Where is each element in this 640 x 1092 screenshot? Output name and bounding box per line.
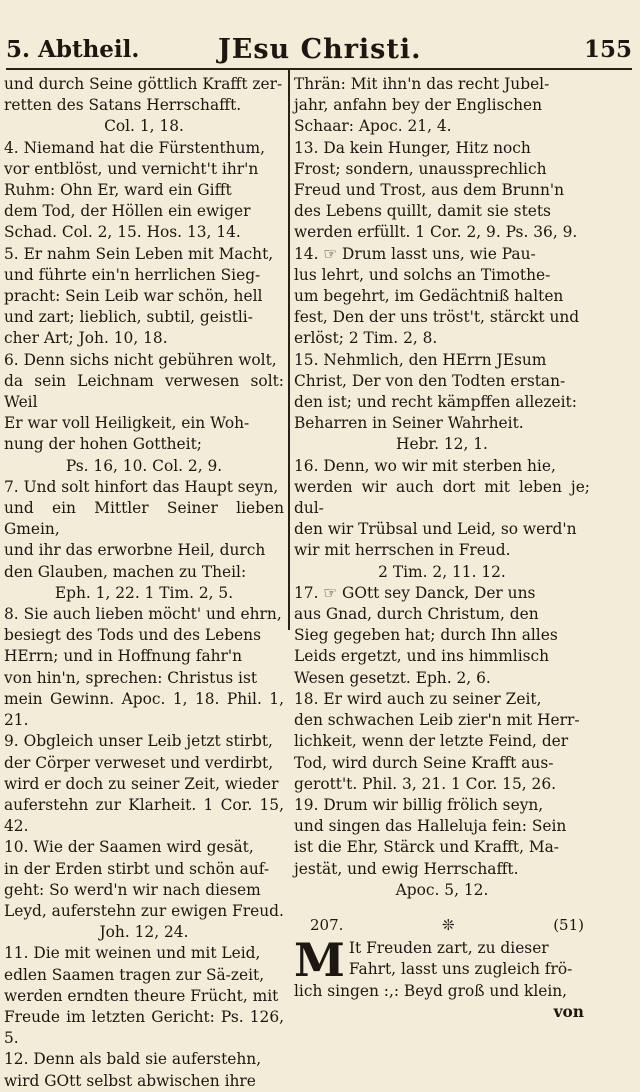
text-line: mein Gewinn. Apoc. 1, 18. Phil. 1, 21. [4,689,284,730]
text-line: und singen das Halleluja fein: Sein [294,817,567,836]
column-divider [288,70,290,630]
text-line: Thrän: Mit ihn'n das recht Jubel- [294,75,550,93]
text-line: 16. Denn, wo wir mit sterben hie, [294,456,556,475]
text-line: den Glauben, machen zu Theil: [4,562,247,581]
text-line: 12. Denn als bald sie auferstehn, [4,1050,262,1069]
text-line: Christ, Der von den Todten erstan- [294,371,566,390]
scripture-reference: Apoc. 5, 12. [395,880,489,899]
text-line: in der Erden stirbt und schön auf- [4,859,270,878]
scripture-reference: Ps. 16, 10. Col. 2, 9. [65,456,223,475]
page-number: 155 [583,36,632,63]
text-line: den ist; und recht kämpffen allezeit: [294,393,577,412]
text-line: 17. ☞ GOtt sey Danck, Der uns [294,583,536,602]
text-line: und durch Seine göttlich Krafft zer- [4,75,283,93]
text-line: 19. Drum wir billig frölich seyn, [294,795,544,814]
text-line: Freude im letzten Gericht: Ps. 126, 5. [4,1007,284,1048]
text-line: Beharren in Seiner Wahrheit. [294,414,524,433]
text-line: auferstehn zur Klarheit. 1 Cor. 15, 42. [4,795,284,836]
text-line: jestät, und ewig Herrschafft. [294,859,519,878]
catchword: von [553,1002,584,1021]
text-line: gerott't. Phil. 3, 21. 1 Cor. 15, 26. [294,774,557,793]
text-line: aus Gnad, durch Christum, den [294,605,539,624]
scripture-reference: Eph. 1, 22. 1 Tim. 2, 5. [54,583,234,602]
text-line: werden wir auch dort mit leben je; dul- [294,477,590,518]
text-line: Er war voll Heiligkeit, ein Woh- [4,414,250,433]
text-line: 18. Er wird auch zu seiner Zeit, [294,689,542,708]
section-label: 5. Abtheil. [6,36,140,63]
right-column-lines [294,74,590,901]
scripture-reference: 2 Tim. 2, 11. 12. [378,562,506,581]
text-line: 9. Obgleich unser Leib jetzt stirbt, [4,732,273,751]
text-line: wird GOtt selbst abwischen ihre [4,1071,256,1090]
text-line: HErrn; und in Hoffnung fahr'n [4,647,243,666]
text-line: 15. Nehmlich, den HErrn JEsum [294,350,547,369]
text-line: nung der hohen Gottheit; [4,435,202,454]
text-line: 10. Wie der Saamen wird gesät, [4,838,254,857]
text-line: edlen Saamen tragen zur Sä-zeit, [4,965,265,984]
scripture-reference: Hebr. 12, 1. [396,435,488,454]
text-line: Leids ergetzt, und ins himmlisch [294,647,550,666]
text-line: ist die Ehr, Stärck und Krafft, Ma- [294,838,560,857]
text-line: den wir Trübsal und Leid, so werd'n [294,520,577,539]
text-line: und ein Mittler Seiner lieben Gmein, [4,499,284,539]
text-line: besiegt des Tods und des Lebens [4,626,261,645]
text-line: dem Tod, der Höllen ein ewiger [4,202,251,221]
text-line: 11. Die mit weinen und mit Leid, [4,944,261,963]
text-line: pracht: Sein Leib war schön, hell [4,287,263,306]
left-column [4,74,284,1092]
right-column [294,74,590,1023]
scripture-reference: Joh. 12, 24. [99,923,189,942]
text-line: vor entblöst, und vernicht't ihr'n [4,159,259,178]
hymn-line: It Freuden zart, zu dieser [348,939,549,958]
text-line: 6. Denn sichs nicht gebühren wolt, [4,350,277,369]
text-line: geht: So werd'n wir nach diesem [4,880,261,899]
text-line: 5. Er nahm Sein Leben mit Macht, [4,244,274,263]
melody-number: (51) [553,915,584,934]
text-line: Ruhm: Ohn Er, ward ein Gifft [4,181,232,200]
text-line: und führte ein'n herrlichen Sieg- [4,265,261,284]
text-line: und zart; lieblich, subtil, geistli- [4,308,253,327]
text-line: Sieg gegeben hat; durch Ihn alles [294,626,558,645]
text-line: Schaar: Apoc. 21, 4. [294,117,452,136]
ornament-icon: ❊ [442,915,455,934]
text-line: der Cörper verweset und verdirbt, [4,753,274,772]
text-line: Freud und Trost, aus dem Brunn'n [294,181,564,200]
text-line: 14. ☞ Drum lasst uns, wie Pau- [294,244,536,263]
text-line: Tod, wird durch Seine Krafft aus- [294,753,554,772]
text-line: Wesen gesetzt. Eph. 2, 6. [294,668,491,687]
scripture-reference: Col. 1, 18. [104,117,184,136]
text-line: 8. Sie auch lieben möcht' und ehrn, [4,605,282,624]
text-line: werden erfüllt. 1 Cor. 2, 9. Ps. 36, 9. [294,223,578,242]
page-header [6,30,632,70]
text-line: da sein Leichnam verwesen solt: Weil [4,371,284,412]
text-line: von hin'n, sprechen: Christus ist [4,668,258,687]
text-line: wir mit herrschen in Freud. [294,541,511,560]
text-line: des Lebens quillt, damit sie stets [294,202,551,221]
hymn-line: Fahrt, lasst uns zugleich frö- [348,960,573,979]
text-line: 4. Niemand hat die Fürstenthum, [4,138,265,157]
drop-cap: M [294,933,345,988]
text-line: erlöst; 2 Tim. 2, 8. [294,329,438,348]
text-line: 13. Da kein Hunger, Hitz noch [294,138,531,157]
text-line: retten des Satans Herrschafft. [4,96,242,115]
text-line: um begehrt, im Gedächtniß halten [294,287,564,306]
text-line: jahr, anfahn bey der Englischen [294,96,543,115]
hymn-207 [294,915,590,1023]
hymn-line: lich singen :,: Beyd groß und klein, [294,981,568,1000]
running-title: JEsu Christi. [218,34,422,65]
text-line: cher Art; Joh. 10, 18. [4,329,168,348]
text-line: Frost; sondern, unaussprechlich [294,159,547,178]
text-line: Schad. Col. 2, 15. Hos. 13, 14. [4,223,241,242]
header-rule [6,68,632,70]
hymn-heading [294,915,590,938]
text-line: wird er doch zu seiner Zeit, wieder [4,774,279,793]
text-line: Leyd, auferstehn zur ewigen Freud. [4,901,284,920]
text-line: lus lehrt, und solchs an Timothe- [294,265,551,284]
text-line: werden erndten theure Frücht, mit [4,986,279,1005]
text-line: 7. Und solt hinfort das Haupt seyn, [4,477,279,496]
hymn-number: 207. [310,915,344,934]
text-line: lichkeit, wenn der letzte Feind, der [294,732,569,751]
text-line: fest, Den der uns tröst't, stärckt und [294,308,580,327]
text-line: den schwachen Leib zier'n mit Herr- [294,711,580,730]
text-line: und ihr das erworbne Heil, durch [4,541,266,560]
